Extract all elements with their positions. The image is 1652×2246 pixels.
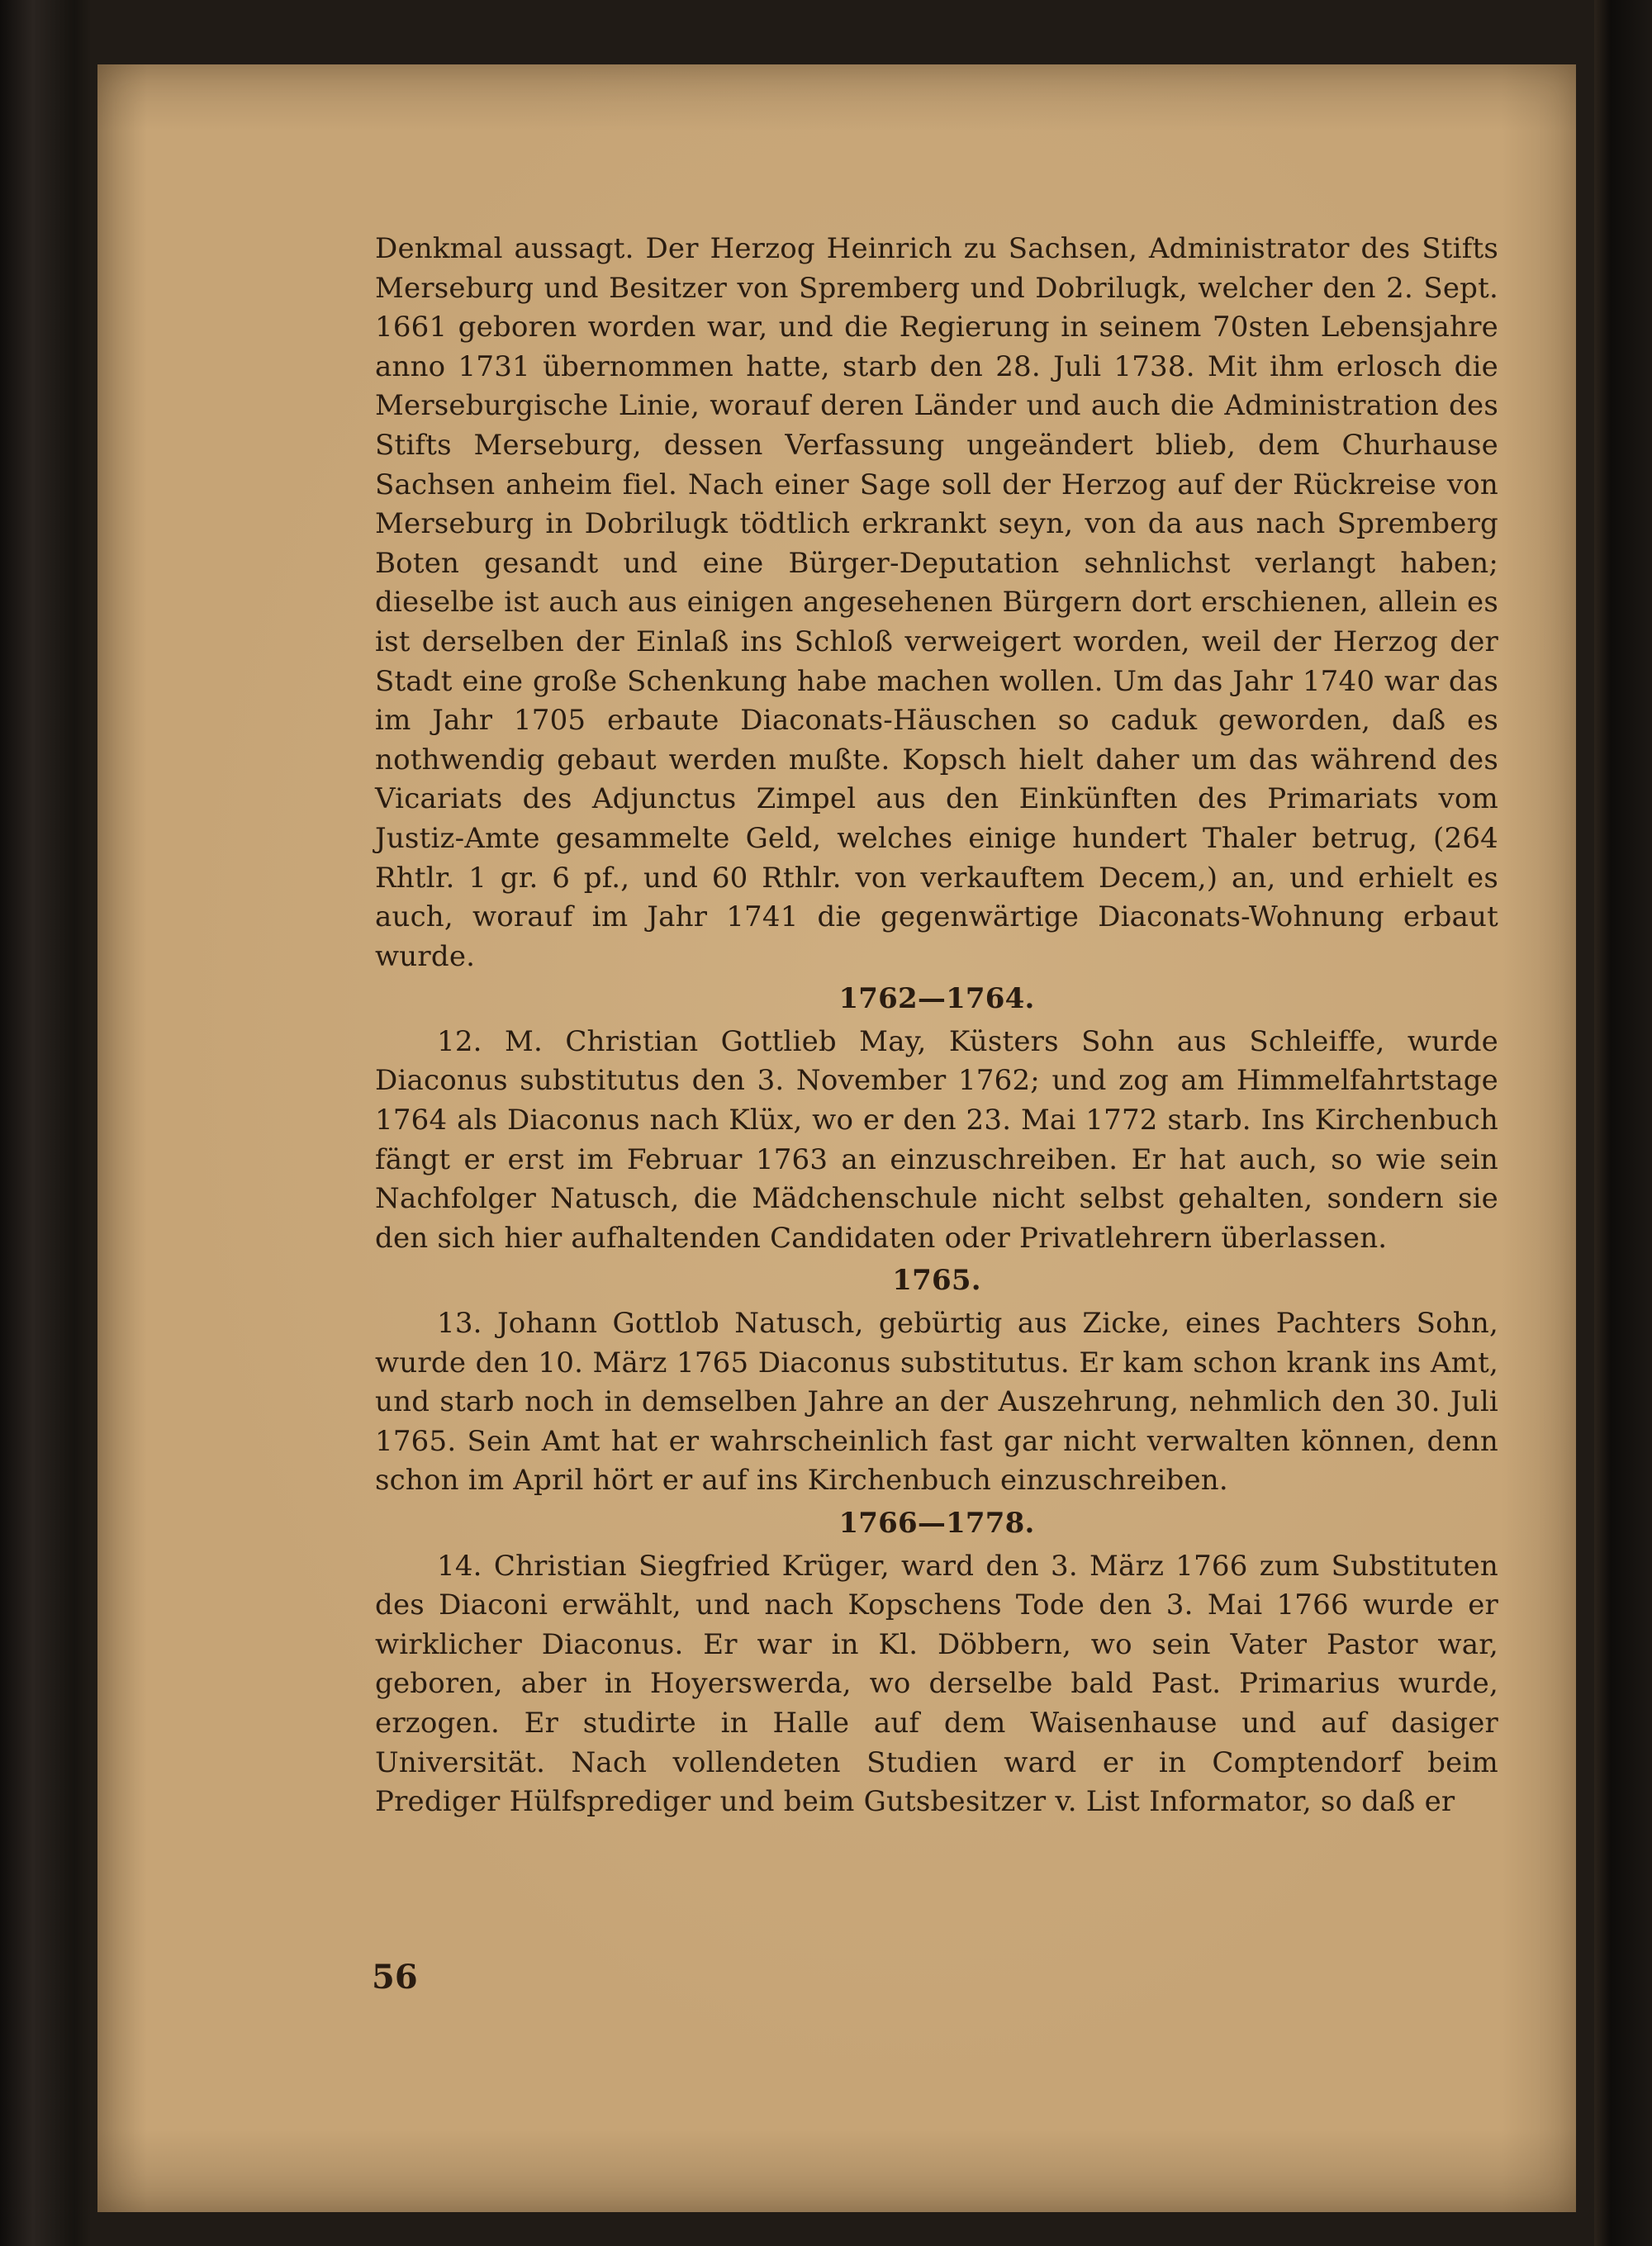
paragraph: 12. M. Christian Gottlieb May, Küsters Sohn aus Schleiffe, wurde Diaconus substitutus den 3. November 1762; und zog am Himmelfahrtstage 1764 als Diaconus nach Klüx, wo er den 23. Mai 1772 starb. Ins Kirchenbuch fängt er erst im Februar 1763 an einzuschreiben. Er hat auch, so wie sein Nachfolger Natusch, die Mädchenschule nicht selbst gehalten, sondern sie den sich hier aufhaltenden Candidaten oder Privatlehrern überlassen. <box>375 1024 1498 1255</box>
section-heading: 1765. <box>892 1264 981 1298</box>
section-heading: 1766—1778. <box>838 1507 1035 1540</box>
paragraph: 13. Johann Gottlob Natusch, gebürtig aus Zicke, eines Pachters Sohn, wurde den 10. März 1765 Diaconus substitutus. Er kam schon krank ins Amt, und starb noch in demselben Jahre an der Auszehrung, nehmlich den 30. Juli 1765. Sein Amt hat er wahrscheinlich fast gar nicht verwalten können, denn schon im April hört er auf ins Kirchenbuch einzuschreiben. <box>375 1307 1498 1498</box>
section-heading: 1762—1764. <box>838 982 1035 1016</box>
paragraph: Denkmal aussagt. Der Herzog Heinrich zu Sachsen, Administrator des Stifts Merseburg und Besitzer von Spremberg und Dobrilugk, welcher den 2. Sept. 1661 geboren worden war, und die Regierung in seinem 70sten Lebensjahre anno 1731 übernommen hatte, starb den 28. Juli 1738. Mit ihm erlosch die Merseburgische Linie, worauf deren Länder und auch die Administration des Stifts Merseburg, dessen Verfassung ungeändert blieb, dem Churhause Sachsen anheim fiel. Nach einer Sage soll der Herzog auf der Rückreise von Merseburg in Dobrilugk tödtlich erkrankt seyn, von da aus nach Spremberg Boten gesandt und eine Bürger-Deputation sehnlichst verlangt haben; dieselbe ist auch aus einigen angesehenen Bürgern dort erschienen, allein es ist derselben der Einlaß ins Schloß verweigert worden, weil der Herzog der Stadt eine große Schenkung habe machen wollen. Um das Jahr 1740 war das im Jahr 1705 erbaute Diaconats-Häuschen so caduk geworden, daß es nothwendig gebaut werden mußte. Kopsch hielt daher um das während des Vicariats des Adjunctus Zimpel aus den Einkünften des Primariats vom Justiz-Amte gesammelte Geld, welches einige hundert Thaler betrug, (264 Rhtlr. 1 gr. 6 pf., und 60 Rthlr. von verkauftem Decem,) an, und erhielt es auch, worauf im Jahr 1741 die gegenwärtige Diaconats-Wohnung erbaut wurde. <box>375 232 1498 973</box>
body-text <box>375 230 1498 1822</box>
page-number: 56 <box>372 1958 418 1997</box>
book-gutter <box>1594 0 1652 2246</box>
paragraph: 14. Christian Siegfried Krüger, ward den 3. März 1766 zum Substituten des Diaconi erwählt, und nach Kopschens Tode den 3. Mai 1766 wurde er wirklicher Diaconus. Er war in Kl. Döbbern, wo sein Vater Pastor war, geboren, aber in Hoyerswerda, wo derselbe bald Past. Primarius wurde, erzogen. Er studirte in Halle auf dem Waisenhause und auf dasiger Universität. Nach vollendeten Studien ward er in Comptendorf beim Prediger Hülfsprediger und beim Gutsbesitzer v. List Informator, so daß er <box>375 1549 1498 1819</box>
